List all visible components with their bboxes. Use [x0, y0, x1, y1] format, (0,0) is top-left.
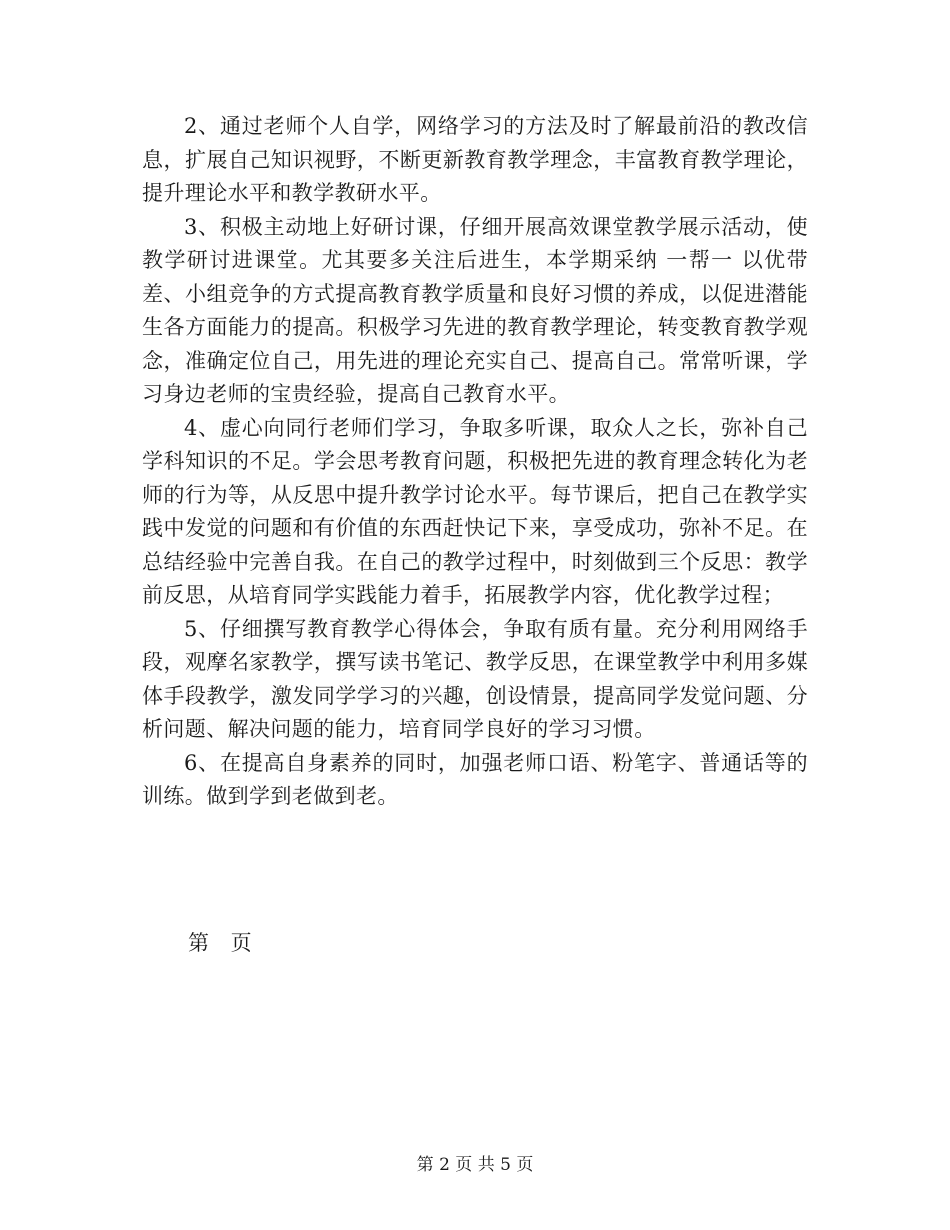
page-footer: 第 2 页 共 5 页: [416, 1155, 534, 1175]
paragraph-4: 4、虚心向同行老师们学习，争取多听课，取众人之长，弥补自己学科知识的不足。学会思考教育问题，积极把先进的教育理念转化为老师的行为等，从反思中提升教学讨论水平。每节课后，把自己在教学实践中发觉的问题和有价值的东西赶快记下来，享受成功，弥补不足。在总结经验中完善自我。在自己的教学过程中，时刻做到三个反思：教学前反思，从培育同学实践能力着手，拓展教学内容，优化教学过程；: [142, 415, 808, 607]
paragraph-2: 2、通过老师个人自学，网络学习的方法及时了解最前沿的教改信息，扩展自己知识视野，不断更新教育教学理念，丰富教育教学理论，提升理论水平和教学教研水平。: [142, 114, 808, 205]
paragraph-5: 5、仔细撰写教育教学心得体会，争取有质有量。充分利用网络手段，观摩名家教学，撰写读书笔记、教学反思，在课堂教学中利用多媒体手段教学，激发同学学习的兴趣，创设情景，提高同学发觉问题、分析问题、解决问题的能力，培育同学良好的学习习惯。: [142, 616, 808, 741]
document-body: [142, 110, 808, 814]
inline-page-label: 第 页: [188, 931, 253, 955]
paragraph-6: 6、在提高自身素养的同时，加强老师口语、粉笔字、普通话等的训练。做到学到老做到老。: [142, 750, 808, 808]
paragraph-3: 3、积极主动地上好研讨课，仔细开展高效课堂教学展示活动，使教学研讨进课堂。尤其要多关注后进生，本学期采纳 一帮一 以优带差、小组竞争的方式提高教育教学质量和良好习惯的养成，以促进潜能生各方面能力的提高。积极学习先进的教育教学理论，转变教育教学观念，准确定位自己，用先进的理论充实自己、提高自己。常常听课，学习身边老师的宝贵经验，提高自己教育水平。: [142, 214, 808, 406]
